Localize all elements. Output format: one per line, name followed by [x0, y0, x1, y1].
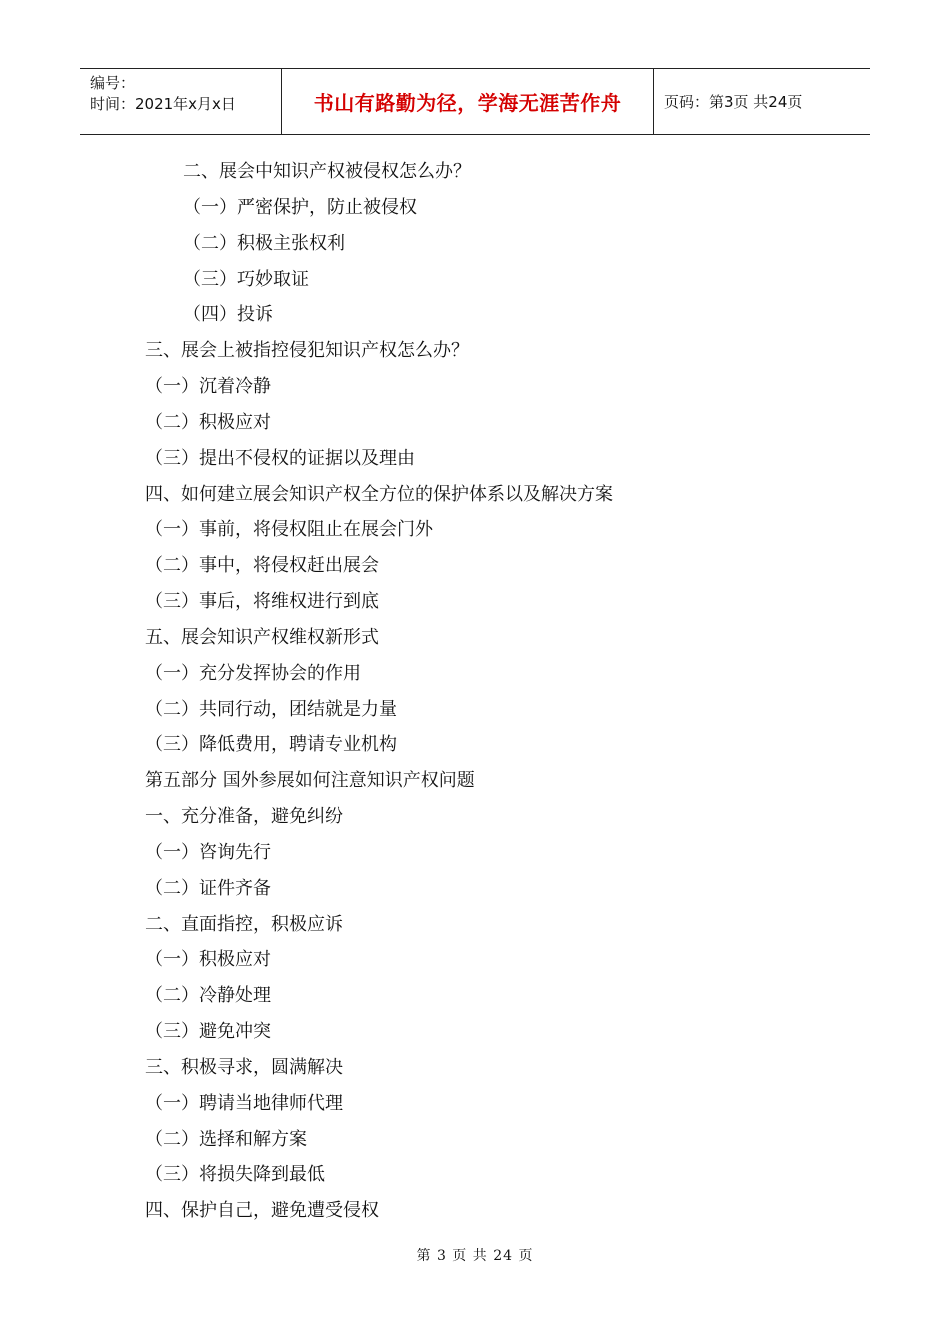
header-page-number: 页码：第3页 共24页 — [664, 93, 803, 111]
outline-line: （二）证件齐备 — [145, 878, 271, 899]
outline-line: （二）选择和解方案 — [145, 1129, 307, 1150]
outline-line: （三）将损失降到最低 — [145, 1164, 325, 1185]
outline-line: （一）咨询先行 — [145, 842, 271, 863]
outline-line: 二、直面指控，积极应诉 — [145, 914, 343, 935]
outline-line: （三）降低费用，聘请专业机构 — [145, 734, 397, 755]
page-header — [80, 68, 870, 135]
header-meta — [80, 69, 282, 134]
outline-line: （三）巧妙取证 — [183, 269, 309, 290]
outline-line: （三）避免冲突 — [145, 1021, 271, 1042]
outline-line: （二）事中，将侵权赶出展会 — [145, 555, 379, 576]
outline-line: 三、积极寻求，圆满解决 — [145, 1057, 343, 1078]
outline-line: 四、如何建立展会知识产权全方位的保护体系以及解决方案 — [145, 484, 613, 505]
outline-line: 四、保护自己，避免遭受侵权 — [145, 1200, 379, 1221]
outline-line: （二）积极应对 — [145, 412, 271, 433]
outline-line: （一）聘请当地律师代理 — [145, 1093, 343, 1114]
outline-line: （三）事后，将维权进行到底 — [145, 591, 379, 612]
outline-line: 三、展会上被指控侵犯知识产权怎么办？ — [145, 340, 469, 361]
outline-line: （一）严密保护，防止被侵权 — [183, 197, 417, 218]
header-motto: 书山有路勤为径，学海无涯苦作舟 — [282, 69, 654, 134]
outline-line: （一）沉着冷静 — [145, 376, 271, 397]
outline-line: （三）提出不侵权的证据以及理由 — [145, 448, 415, 469]
document-date-label: 时间：2021年x月x日 — [90, 95, 236, 113]
outline-line: （四）投诉 — [183, 304, 273, 325]
outline-line: （二）共同行动，团结就是力量 — [145, 699, 397, 720]
outline-line: （二）积极主张权利 — [183, 233, 345, 254]
outline-line: 二、展会中知识产权被侵权怎么办？ — [183, 161, 471, 182]
outline-line: （二）冷静处理 — [145, 985, 271, 1006]
outline-line: （一）充分发挥协会的作用 — [145, 663, 361, 684]
outline-line: 一、充分准备，避免纠纷 — [145, 806, 343, 827]
outline-line: （一）事前，将侵权阻止在展会门外 — [145, 519, 433, 540]
page-footer: 第 3 页 共 24 页 — [416, 1248, 534, 1264]
outline-line: （一）积极应对 — [145, 949, 271, 970]
outline-line: 第五部分 国外参展如何注意知识产权问题 — [145, 770, 475, 791]
document-number-label: 编号： — [90, 74, 136, 92]
outline-line: 五、展会知识产权维权新形式 — [145, 627, 379, 648]
